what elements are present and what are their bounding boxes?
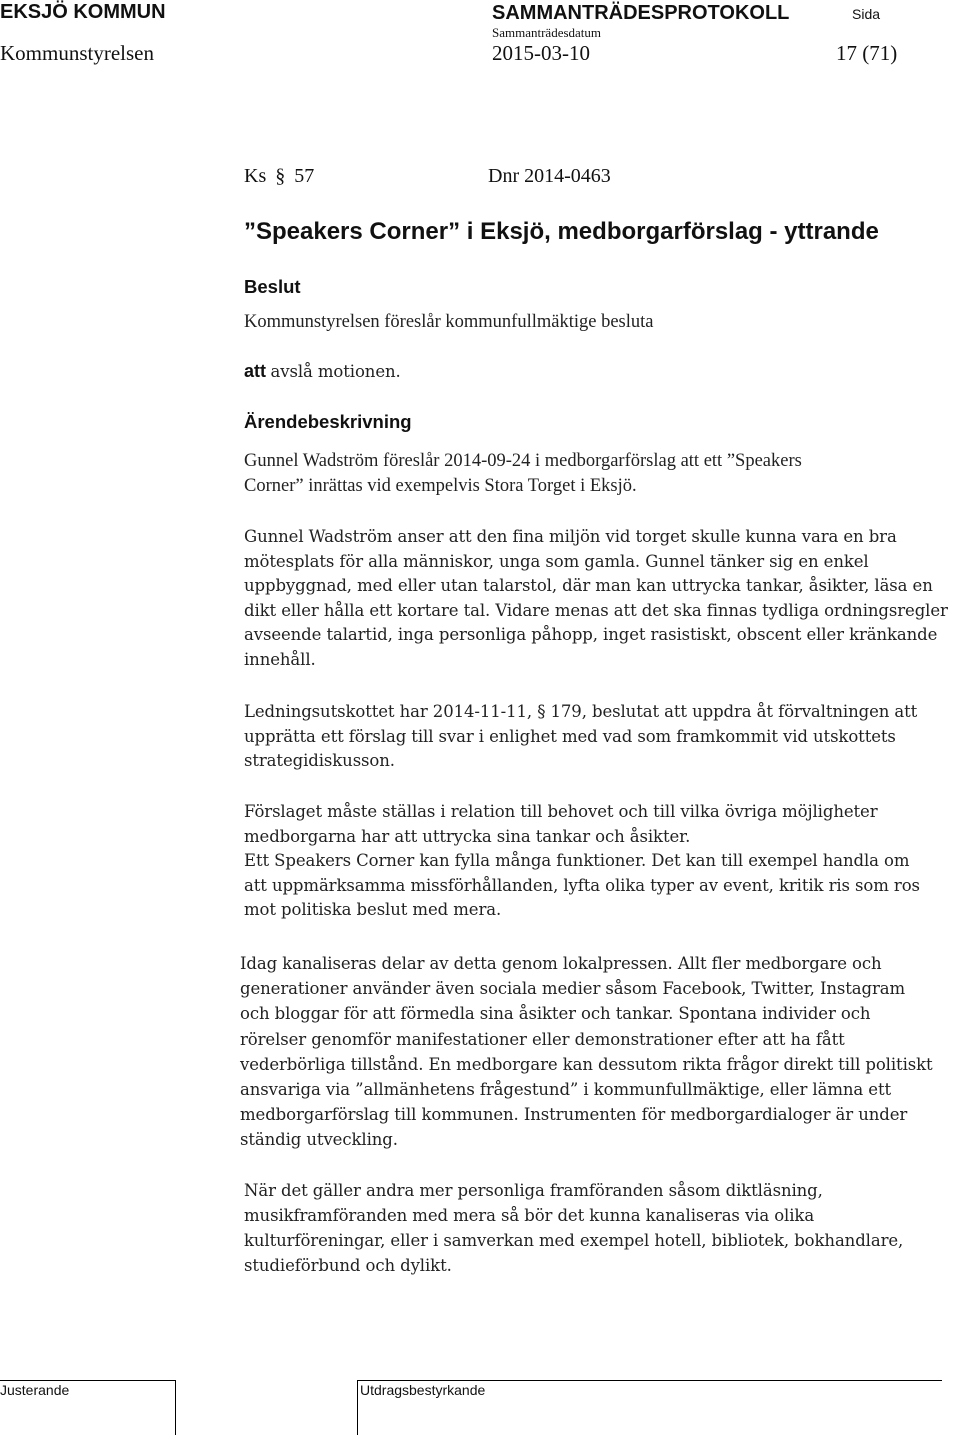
- paragraph-line: medborgarna har att uttrycka sina tankar och åsikter.: [244, 826, 691, 846]
- paragraph-line: medborgarförslag till kommunen. Instrumenten för medborgardialoger är under: [240, 1105, 908, 1125]
- paragraph-line: Gunnel Wadström anser att den fina miljön vid torget skulle kunna vara en bra: [244, 527, 897, 546]
- meeting-date-label: Sammanträdesdatum: [492, 25, 602, 40]
- att-word: att: [244, 361, 266, 381]
- paragraph-line: mot politiska beslut med mera.: [244, 900, 502, 919]
- board-name: Kommunstyrelsen: [0, 41, 154, 65]
- case-number-line: [244, 165, 314, 188]
- paragraph-line: dikt eller hålla ett kortare tal. Vidare menas att det ska finnas tydliga ordningsregler: [244, 600, 948, 620]
- municipality-name: EKSJÖ KOMMUN: [0, 1, 166, 23]
- beslut-decision: avslå motionen.: [270, 362, 401, 381]
- page-label: Sida: [852, 6, 881, 22]
- paragraph-line: musikframföranden med mera så bör det kunna kanaliseras via olika: [244, 1206, 815, 1225]
- case-number: 57: [294, 165, 315, 187]
- paragraph-line: studieförbund och dylikt.: [244, 1256, 452, 1275]
- footer-line-right: [358, 1380, 942, 1381]
- paragraph-line: att uppmärksamma missförhållanden, lyfta olika typer av event, kritik ris som ros: [244, 875, 920, 895]
- paragraph-3: [244, 800, 960, 923]
- paragraph-line: När det gäller andra mer personliga framföranden såsom diktläsning,: [244, 1181, 823, 1200]
- paragraph-line: vederbörliga tillstånd. En medborgare kan dessutom rikta frågor direkt till politiskt: [240, 1054, 933, 1074]
- arende-heading: Ärendebeskrivning: [244, 411, 412, 432]
- footer-utdragsbestyrkande: Utdragsbestyrkande: [360, 1382, 486, 1398]
- ks-prefix: Ks: [244, 165, 267, 187]
- footer-line-left: [0, 1380, 175, 1381]
- paragraph-line: strategidiskusson.: [244, 751, 395, 770]
- arende-intro: [244, 449, 960, 499]
- beslut-heading: Beslut: [244, 276, 301, 297]
- paragraph-line: ansvariga via ”allmänhetens frågestund” i kommunfullmäktige, eller lämna ett: [240, 1080, 891, 1100]
- protocol-title: SAMMANTRÄDESPROTOKOLL: [492, 2, 790, 24]
- paragraph-line: ständig utveckling.: [240, 1130, 398, 1150]
- page-number: 17 (71): [836, 41, 898, 65]
- paragraph-5: [244, 1178, 960, 1278]
- paragraph-line: kulturföreningar, eller i samverkan med exempel hotell, bibliotek, bokhandlare,: [244, 1231, 904, 1250]
- paragraph-1: [244, 525, 960, 672]
- paragraph-line: och bloggar för att förmedla sina åsikter och tankar. Spontana individer och: [240, 1004, 871, 1024]
- paragraph-line: Förslaget måste ställas i relation till behovet och till vilka övriga möjligheter: [244, 802, 878, 821]
- paragraph-line: Ledningsutskottet har 2014-11-11, § 179, beslutat att uppdra åt förvaltningen att: [244, 702, 918, 721]
- intro-line: Corner” inrättas vid exempelvis Stora Torget i Eksjö.: [244, 476, 637, 496]
- footer-divider-left: [175, 1380, 176, 1435]
- dnr: Dnr 2014-0463: [488, 165, 611, 187]
- paragraph-line: Ett Speakers Corner kan fylla många funktioner. Det kan till exempel handla om: [244, 851, 910, 870]
- paragraph-line: mötesplats för alla människor, unga som gamla. Gunnel tänker sig en enkel: [244, 551, 869, 571]
- paragraph-sign: §: [275, 165, 286, 187]
- paragraph-line: generationer använder även sociala medier såsom Facebook, Twitter, Instagram: [240, 979, 906, 999]
- paragraph-4: [240, 951, 956, 1153]
- intro-line: Gunnel Wadström föreslår 2014-09-24 i medborgarförslag att ett ”Speakers: [244, 451, 802, 471]
- meeting-date: 2015-03-10: [492, 41, 590, 65]
- paragraph-line: uppbyggnad, med eller utan talarstol, där man kan uttrycka tankar, åsikter, läsa en: [244, 576, 933, 595]
- case-title: ”Speakers Corner” i Eksjö, medborgarförslag - yttrande: [244, 218, 879, 245]
- beslut-line-1: Kommunstyrelsen föreslår kommunfullmäktige besluta: [244, 312, 654, 332]
- footer-justerande: Justerande: [0, 1382, 70, 1398]
- paragraph-line: rörelser genomför manifestationer eller demonstrationer efter att ha fått: [240, 1029, 845, 1049]
- paragraph-line: avseende talartid, inga personliga påhopp, inget rasistiskt, obscent eller kränkande: [244, 625, 938, 644]
- paragraph-line: upprätta ett förslag till svar i enlighet med vad som framkommit vid utskottets: [244, 726, 896, 746]
- footer-divider-middle: [357, 1380, 358, 1435]
- paragraph-line: innehåll.: [244, 649, 316, 669]
- beslut-line-2: [244, 361, 401, 382]
- paragraph-line: Idag kanaliseras delar av detta genom lokalpressen. Allt fler medborgare och: [240, 954, 882, 973]
- paragraph-2: [244, 700, 960, 774]
